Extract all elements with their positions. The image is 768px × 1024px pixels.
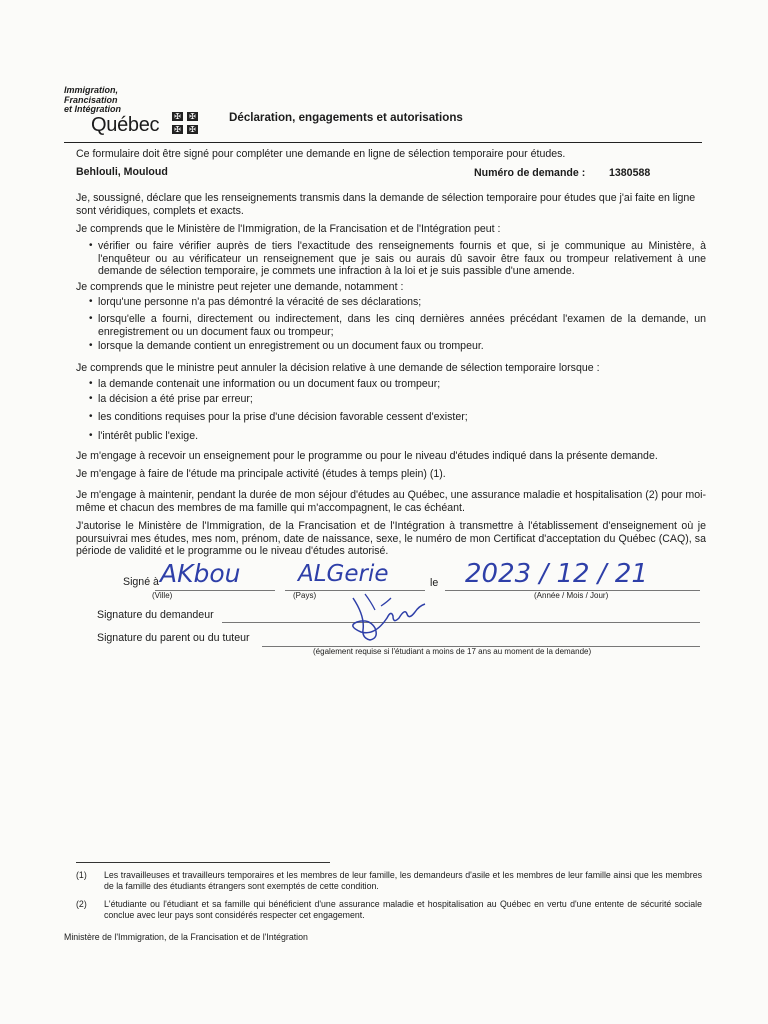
bullet-icon: •	[89, 430, 93, 441]
verify-intro: Je comprends que le Ministère de l'Immigration, de la Francisation et de l'Intégration peut :	[76, 223, 501, 235]
request-number: 1380588	[609, 167, 651, 179]
footnote-separator	[76, 862, 330, 863]
cancel-intro: Je comprends que le ministre peut annuler la décision relative à une demande de sélection temporaire lorsque :	[76, 362, 600, 374]
declaration-paragraph: Je, soussigné, déclare que les renseignements transmis dans la demande de sélection temporaire pour études que j'ai faite en ligne sont véridiques, complets et exacts.	[76, 192, 696, 217]
verify-item-text: vérifier ou faire vérifier auprès de tiers l'exactitude des renseignements fournis et que, si je communique au Ministère, à l'enquêteur ou au vérificateur un renseignement que je sais ou aurais dû savoir être faux ou trompeur relativement à une demande de sélection temporaire, je commets une infraction à la loi et je suis passible d'une amende.	[98, 240, 706, 278]
footnote-1-text: Les travailleuses et travailleurs temporaires et les membres de leur famille, les demandeurs d'asile et les membres de leur famille ainsi que les membres de la famille des étudiants étrangers sont exemptés de cette condition.	[104, 870, 702, 891]
engage-insurance: Je m'engage à maintenir, pendant la durée de mon séjour d'études au Québec, une assurance maladie et hospitalisation (2) pour moi-même et chacun des membres de ma famille qui m'accompagnent, le cas échéant.	[76, 489, 706, 514]
applicant-name: Behlouli, Mouloud	[76, 166, 168, 178]
bullet-icon: •	[89, 393, 93, 404]
cancel-item-text: la demande contenait une information ou un document faux ou trompeur;	[98, 378, 441, 390]
footnote-2-number: (2)	[76, 899, 87, 909]
bullet-icon: •	[89, 378, 93, 389]
date-caption: (Année / Mois / Jour)	[534, 591, 609, 600]
authorization-paragraph: J'autorise le Ministère de l'Immigration, de la Francisation et de l'Intégration à transmettre à l'établissement d'enseignement où je poursuivrai mes études, mes nom, prénom, date de naissance, sexe, le numéro de mon Certificat d'acceptation du Québec (CAQ), sa période de validité et le programme ou le niveau d'études autorisé.	[76, 520, 706, 558]
reject-item	[89, 296, 706, 309]
bullet-icon: •	[89, 340, 93, 351]
city-caption: (Ville)	[152, 591, 173, 600]
document-title: Déclaration, engagements et autorisations	[229, 111, 463, 124]
engage-study: Je m'engage à faire de l'étude ma principale activité (études à temps plein) (1).	[76, 468, 446, 480]
guardian-signature-label: Signature du parent ou du tuteur	[97, 632, 250, 644]
cancel-item-text: l'intérêt public l'exige.	[98, 430, 199, 442]
bullet-icon: •	[89, 296, 93, 307]
applicant-signature-scrawl	[335, 588, 435, 646]
footer-ministry: Ministère de l'Immigration, de la Francisation et de l'Intégration	[64, 932, 308, 942]
logo-line-3: et Intégration	[64, 104, 122, 115]
header-rule	[64, 142, 702, 143]
bullet-icon: •	[89, 313, 93, 324]
reject-item	[89, 313, 706, 338]
reject-intro: Je comprends que le ministre peut rejeter une demande, notamment :	[76, 281, 404, 293]
engage-teaching: Je m'engage à recevoir un enseignement pour le programme ou pour le niveau d'études indiqué dans la présente demande.	[76, 450, 658, 462]
reject-item-text: lorsque la demande contient un enregistrement ou un document faux ou trompeur.	[98, 340, 484, 352]
bullet-icon: •	[89, 411, 93, 422]
date-handwritten: 2023 / 12 / 21	[465, 559, 648, 589]
reject-item-text: lorsqu'elle a fourni, directement ou indirectement, dans les cinq dernières années précédant l'examen de la demande, un enregistrement ou un document faux ou trompeur;	[98, 313, 706, 338]
signed-at-label: Signé à	[123, 576, 159, 588]
cancel-item	[89, 393, 706, 406]
applicant-signature-label: Signature du demandeur	[97, 609, 214, 621]
date-le-label: le	[430, 577, 439, 589]
intro-text: Ce formulaire doit être signé pour compléter une demande en ligne de sélection temporaire pour études.	[76, 148, 566, 160]
logo-line-1: Immigration,	[64, 85, 119, 95]
guardian-note: (également requise si l'étudiant a moins de 17 ans au moment de la demande)	[313, 647, 592, 656]
footnote-1-number: (1)	[76, 870, 87, 880]
country-handwritten: ALGerie	[298, 561, 389, 587]
quebec-logo-word: Québec	[91, 114, 160, 136]
footnote-2-text: L'étudiante ou l'étudiant et sa famille qui bénéficient d'une assurance maladie et hospitalisation au Québec en vertu d'une entente de sécurité sociale conclue avec leur pays sont considérés respecter cet engagement.	[104, 899, 702, 920]
applicant-signature-line	[222, 622, 700, 623]
verify-item	[89, 240, 706, 278]
bullet-icon: •	[89, 240, 93, 251]
reject-item	[89, 340, 706, 353]
fleur-de-lis-flag-icon: ✠ ✠ ✠ ✠	[172, 112, 202, 134]
ministry-logo-text	[64, 86, 121, 115]
city-handwritten: AKbou	[160, 559, 241, 588]
request-number-label: Numéro de demande :	[474, 167, 586, 179]
cancel-item	[89, 430, 706, 443]
cancel-item	[89, 378, 706, 391]
cancel-item-text: les conditions requises pour la prise d'une décision favorable cessent d'exister;	[98, 411, 468, 423]
reject-item-text: lorqu'une personne n'a pas démontré la véracité de ses déclarations;	[98, 296, 422, 308]
cancel-item	[89, 411, 706, 424]
city-line	[155, 590, 275, 591]
country-caption: (Pays)	[293, 591, 317, 600]
logo-line-2: Francisation	[64, 94, 118, 105]
cancel-item-text: la décision a été prise par erreur;	[98, 393, 253, 405]
